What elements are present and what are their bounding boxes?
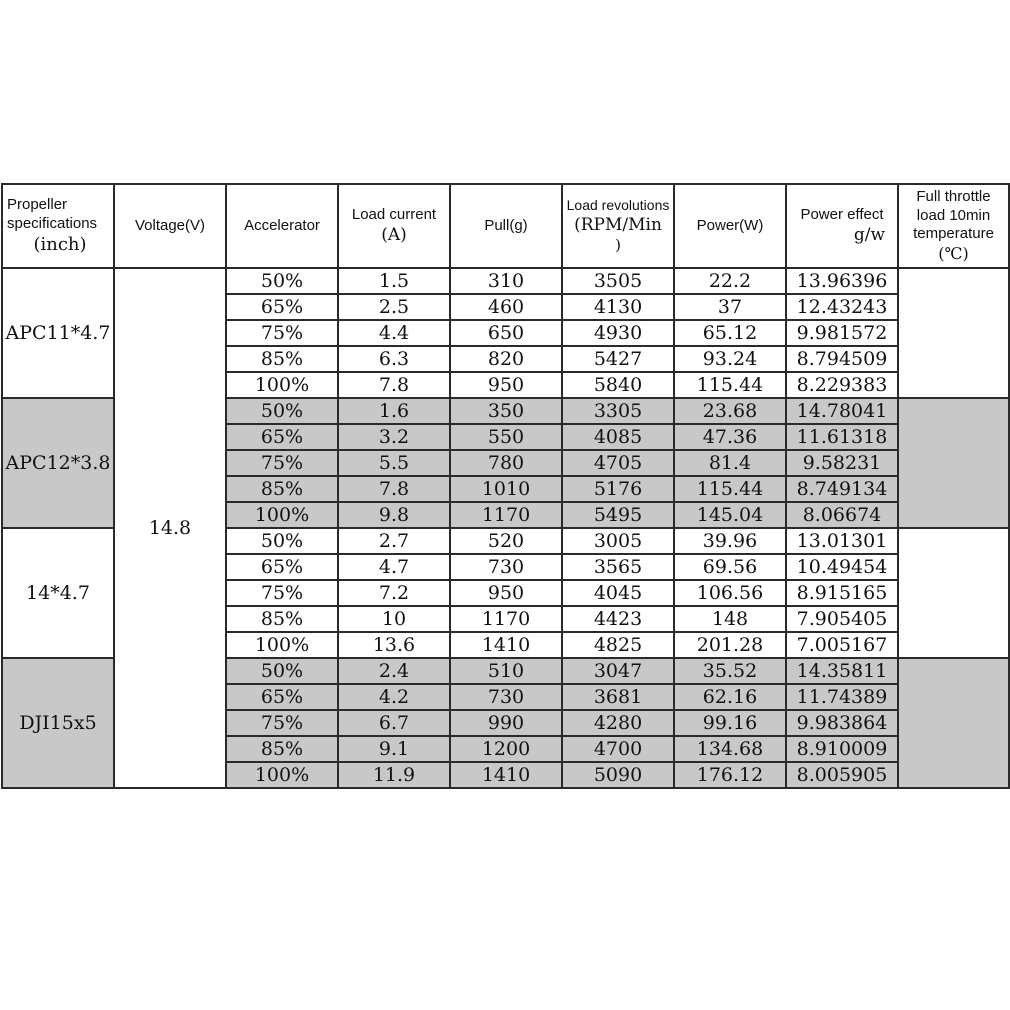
pull-cell: 550 (450, 424, 562, 450)
accelerator-cell: 85% (226, 736, 338, 762)
propeller-spec-cell: APC12*3.8 (2, 398, 114, 528)
load-current-cell: 4.4 (338, 320, 450, 346)
header-load-current (338, 184, 450, 268)
header-propeller-line-2: specifications (7, 214, 98, 232)
load-current-cell: 9.8 (338, 502, 450, 528)
efficiency-cell: 10.49454 (786, 554, 898, 580)
header-temperature-line-1: Full throttle (916, 187, 991, 205)
pull-cell: 350 (450, 398, 562, 424)
load-current-cell: 7.8 (338, 476, 450, 502)
header-temperature (898, 184, 1009, 268)
rpm-cell: 5495 (562, 502, 674, 528)
efficiency-cell: 11.74389 (786, 684, 898, 710)
power-cell: 69.56 (674, 554, 786, 580)
rpm-cell: 5427 (562, 346, 674, 372)
efficiency-cell: 12.43243 (786, 294, 898, 320)
accelerator-cell: 50% (226, 398, 338, 424)
load-current-cell: 13.6 (338, 632, 450, 658)
header-load-revolutions-line-3: ) (615, 236, 621, 254)
accelerator-cell: 85% (226, 346, 338, 372)
accelerator-cell: 100% (226, 762, 338, 788)
accelerator-cell: 65% (226, 424, 338, 450)
efficiency-cell: 14.35811 (786, 658, 898, 684)
rpm-cell: 4700 (562, 736, 674, 762)
header-load-revolutions-line-1: Load revolutions (566, 197, 670, 214)
temperature-cell (898, 398, 1009, 528)
power-cell: 148 (674, 606, 786, 632)
power-cell: 81.4 (674, 450, 786, 476)
power-cell: 145.04 (674, 502, 786, 528)
pull-cell: 780 (450, 450, 562, 476)
load-current-cell: 4.7 (338, 554, 450, 580)
header-load-current-line-1: Load current (351, 206, 437, 223)
pull-cell: 1170 (450, 606, 562, 632)
power-cell: 39.96 (674, 528, 786, 554)
pull-cell: 510 (450, 658, 562, 684)
power-cell: 115.44 (674, 372, 786, 398)
header-temperature-line-2: load 10min (916, 206, 991, 224)
header-power-label: Power(W) (696, 216, 764, 234)
pull-cell: 1010 (450, 476, 562, 502)
pull-cell: 1200 (450, 736, 562, 762)
accelerator-cell: 85% (226, 606, 338, 632)
rpm-cell: 5090 (562, 762, 674, 788)
accelerator-cell: 65% (226, 554, 338, 580)
rpm-cell: 4130 (562, 294, 674, 320)
power-cell: 93.24 (674, 346, 786, 372)
power-cell: 22.2 (674, 268, 786, 294)
efficiency-cell: 8.005905 (786, 762, 898, 788)
power-cell: 47.36 (674, 424, 786, 450)
temperature-cell (898, 658, 1009, 788)
load-current-cell: 7.2 (338, 580, 450, 606)
pull-cell: 1170 (450, 502, 562, 528)
rpm-cell: 4280 (562, 710, 674, 736)
load-current-cell: 9.1 (338, 736, 450, 762)
table-row (2, 268, 1009, 294)
table-body (2, 268, 1009, 788)
rpm-cell: 4045 (562, 580, 674, 606)
rpm-cell: 3305 (562, 398, 674, 424)
load-current-cell: 2.4 (338, 658, 450, 684)
efficiency-cell: 8.915165 (786, 580, 898, 606)
rpm-cell: 3565 (562, 554, 674, 580)
power-cell: 37 (674, 294, 786, 320)
rpm-cell: 4423 (562, 606, 674, 632)
efficiency-cell: 8.229383 (786, 372, 898, 398)
efficiency-cell: 8.794509 (786, 346, 898, 372)
header-power (674, 184, 786, 268)
rpm-cell: 4930 (562, 320, 674, 346)
efficiency-cell: 9.983864 (786, 710, 898, 736)
power-cell: 23.68 (674, 398, 786, 424)
pull-cell: 310 (450, 268, 562, 294)
temperature-cell (898, 528, 1009, 658)
voltage-cell: 14.8 (114, 268, 226, 788)
rpm-cell: 5840 (562, 372, 674, 398)
efficiency-cell: 13.01301 (786, 528, 898, 554)
power-cell: 134.68 (674, 736, 786, 762)
load-current-cell: 10 (338, 606, 450, 632)
header-pull-label: Pull(g) (484, 216, 528, 234)
power-cell: 201.28 (674, 632, 786, 658)
accelerator-cell: 50% (226, 528, 338, 554)
accelerator-cell: 65% (226, 294, 338, 320)
load-current-cell: 3.2 (338, 424, 450, 450)
propeller-spec-cell: DJI15x5 (2, 658, 114, 788)
accelerator-cell: 65% (226, 684, 338, 710)
load-current-cell: 2.7 (338, 528, 450, 554)
power-cell: 99.16 (674, 710, 786, 736)
pull-cell: 650 (450, 320, 562, 346)
pull-cell: 950 (450, 580, 562, 606)
rpm-cell: 3005 (562, 528, 674, 554)
load-current-cell: 5.5 (338, 450, 450, 476)
rpm-cell: 4085 (562, 424, 674, 450)
accelerator-cell: 85% (226, 476, 338, 502)
accelerator-cell: 50% (226, 658, 338, 684)
efficiency-cell: 7.905405 (786, 606, 898, 632)
header-voltage (114, 184, 226, 268)
temperature-cell (898, 268, 1009, 398)
header-propeller (2, 184, 114, 268)
load-current-cell: 11.9 (338, 762, 450, 788)
load-current-cell: 1.5 (338, 268, 450, 294)
accelerator-cell: 75% (226, 450, 338, 476)
accelerator-cell: 100% (226, 632, 338, 658)
pull-cell: 820 (450, 346, 562, 372)
rpm-cell: 4825 (562, 632, 674, 658)
pull-cell: 990 (450, 710, 562, 736)
header-voltage-label: Voltage(V) (134, 216, 206, 234)
power-cell: 106.56 (674, 580, 786, 606)
pull-cell: 730 (450, 684, 562, 710)
header-load-revolutions (562, 184, 674, 268)
efficiency-cell: 14.78041 (786, 398, 898, 424)
efficiency-cell: 9.981572 (786, 320, 898, 346)
efficiency-cell: 8.06674 (786, 502, 898, 528)
header-row (2, 184, 1009, 268)
header-temperature-line-3: temperature (913, 225, 994, 243)
pull-cell: 1410 (450, 632, 562, 658)
header-pull (450, 184, 562, 268)
pull-cell: 1410 (450, 762, 562, 788)
load-current-cell: 7.8 (338, 372, 450, 398)
rpm-cell: 4705 (562, 450, 674, 476)
load-current-cell: 6.7 (338, 710, 450, 736)
header-power-effect-line-2: g/w (853, 224, 885, 245)
load-current-cell: 4.2 (338, 684, 450, 710)
header-power-effect (786, 184, 898, 268)
power-cell: 65.12 (674, 320, 786, 346)
header-load-current-line-2: (A) (381, 224, 407, 245)
efficiency-cell: 7.005167 (786, 632, 898, 658)
accelerator-cell: 100% (226, 502, 338, 528)
efficiency-cell: 13.96396 (786, 268, 898, 294)
header-temperature-line-4: (℃) (938, 244, 969, 264)
accelerator-cell: 75% (226, 320, 338, 346)
rpm-cell: 5176 (562, 476, 674, 502)
accelerator-cell: 75% (226, 580, 338, 606)
pull-cell: 520 (450, 528, 562, 554)
load-current-cell: 6.3 (338, 346, 450, 372)
efficiency-cell: 8.749134 (786, 476, 898, 502)
accelerator-cell: 75% (226, 710, 338, 736)
power-cell: 115.44 (674, 476, 786, 502)
efficiency-cell: 11.61318 (786, 424, 898, 450)
pull-cell: 460 (450, 294, 562, 320)
header-propeller-line-1: Propeller (7, 196, 68, 213)
power-cell: 62.16 (674, 684, 786, 710)
rpm-cell: 3681 (562, 684, 674, 710)
rpm-cell: 3505 (562, 268, 674, 294)
accelerator-cell: 100% (226, 372, 338, 398)
pull-cell: 730 (450, 554, 562, 580)
header-accelerator-label: Accelerator (244, 216, 320, 234)
load-current-cell: 2.5 (338, 294, 450, 320)
accelerator-cell: 50% (226, 268, 338, 294)
pull-cell: 950 (450, 372, 562, 398)
load-current-cell: 1.6 (338, 398, 450, 424)
header-load-revolutions-line-2: (RPM/Min (574, 214, 662, 235)
propeller-spec-cell: APC11*4.7 (2, 268, 114, 398)
efficiency-cell: 8.910009 (786, 736, 898, 762)
propeller-spec-cell: 14*4.7 (2, 528, 114, 658)
rpm-cell: 3047 (562, 658, 674, 684)
propeller-specs-table (1, 183, 1010, 789)
header-power-effect-line-1: Power effect (800, 206, 884, 223)
header-accelerator (226, 184, 338, 268)
power-cell: 35.52 (674, 658, 786, 684)
power-cell: 176.12 (674, 762, 786, 788)
header-propeller-line-3: (inch) (33, 233, 87, 255)
efficiency-cell: 9.58231 (786, 450, 898, 476)
